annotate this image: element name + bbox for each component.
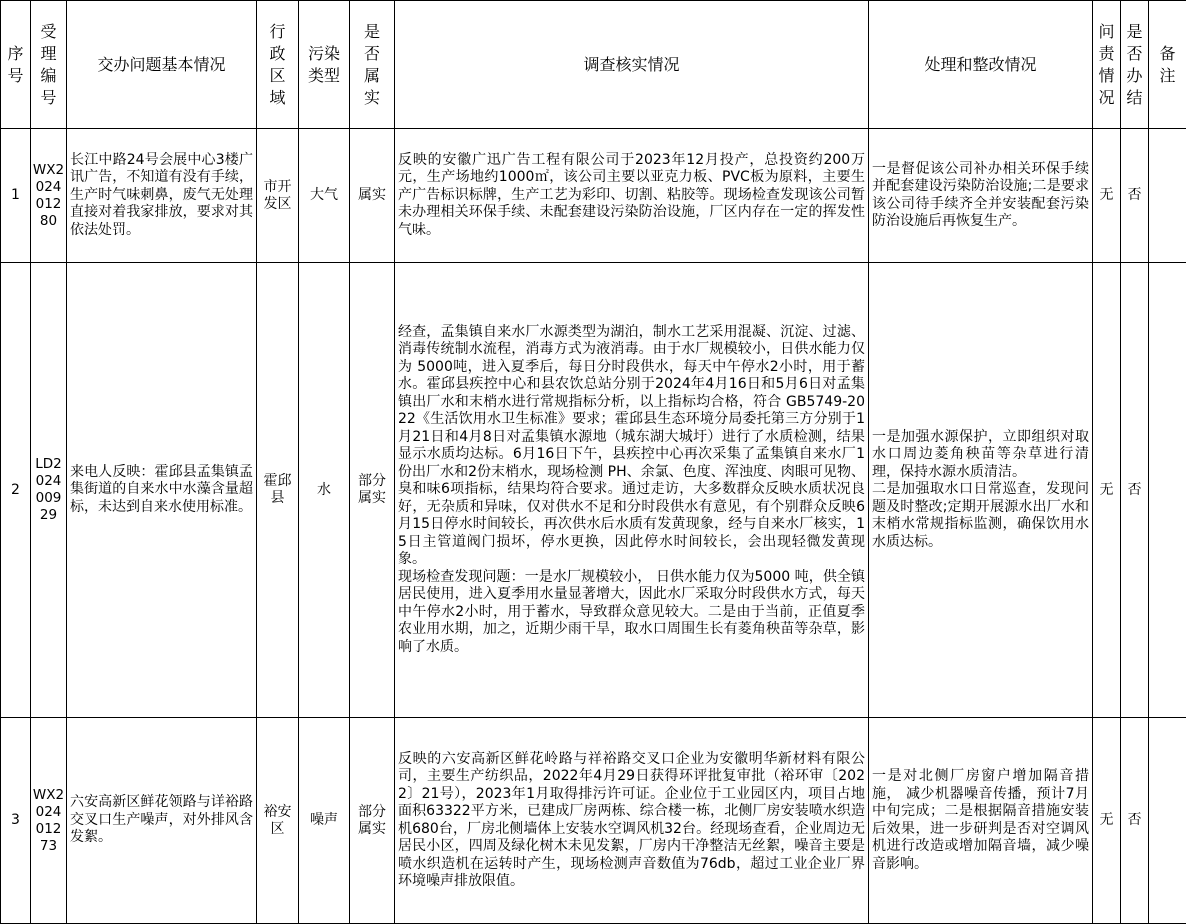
header-seq: 序号 bbox=[1, 1, 31, 129]
table-row bbox=[1, 129, 1186, 263]
cell-remark bbox=[1149, 263, 1186, 718]
cell-verified: 部分属实 bbox=[350, 263, 395, 718]
cell-pollution: 大气 bbox=[299, 129, 350, 263]
header-accountability: 问责情况 bbox=[1093, 1, 1121, 129]
header-closed: 是否办结 bbox=[1121, 1, 1149, 129]
cell-seq: 2 bbox=[1, 263, 31, 718]
cell-pollution: 噪声 bbox=[299, 718, 350, 924]
cell-district: 裕安区 bbox=[257, 718, 299, 924]
cell-accountability: 无 bbox=[1093, 263, 1121, 718]
cell-investigation: 反映的安徽广迅广告工程有限公司于2023年12月投产，总投资约200万元，生产场地约1000㎡，该公司主要以亚克力板、PVC板为原料，主要生产广告标识标牌，生产工艺为彩印、切割、粘胶等。现场检查发现该公司暂未办理相关环保手续、未配套建设污染防治设施，厂区内存在一定的挥发性气味。 bbox=[395, 129, 869, 263]
header-issue: 交办问题基本情况 bbox=[67, 1, 257, 129]
cell-issue: 来电人反映：霍邱县孟集镇孟集街道的自来水中水藻含量超标，未达到自来水使用标准。 bbox=[67, 263, 257, 718]
cell-investigation: 经查，孟集镇自来水厂水源类型为湖泊，制水工艺采用混凝、沉淀、过滤、消毒传统制水流程，消毒方式为液消毒。由于水厂规模较小，日供水能力仅为 5000吨，进入夏季后，每日分时段供水，每天中午停水2小时，用于蓄水。霍邱县疾控中心和县农饮总站分别于2024年4月16日和5月6日对孟集镇出厂水和末梢水进行常规指标分析，以上指标均合格，符合 GB5749-2022《生活饮用水卫生标准》要求；霍邱县生态环境分局委托第三方分别于1月21日和4月8日对孟集镇水源地（城东湖大城圩）进行了水质检测，结果显示水质均达标。6月16日下午，县疾控中心再次采集了孟集镇自来水厂1份出厂水和2份末梢水，现场检测 PH、余氯、色度、浑浊度、肉眼可见物、臭和味6项指标，结果均符合要求。通过走访，大多数群众反映水质状况良好，无杂质和异味，仅对供水不足和分时段供水有意见，有个别群众反映6月15日停水时间较长，再次供水后水质有发黄现象，经与自来水厂核实，15日主管道阀门损坏，停水更换，因此停水时间较长，会出现轻微发黄现象。 现场检查发现问题：一是水厂规模较小， 日供水能力仅为5000 吨，供全镇居民使用，进入夏季用水量显著增大，因此水厂采取分时段供水方式，每天中午停水2小时，用于蓄水，导致群众意见较大。二是由于当前，正值夏季农业用水期，加之，近期少雨干旱，取水口周围生长有菱角秧苗等杂草，影响了水质。 bbox=[395, 263, 869, 718]
header-remark: 备注 bbox=[1149, 1, 1186, 129]
cell-investigation: 反映的六安高新区鲜花岭路与祥裕路交叉口企业为安徽明华新材料有限公司，主要生产纺织品，2022年4月29日获得环评批复审批（裕环审〔2022〕21号），2023年1月取得排污许可证。企业位于工业园区内，项目占地面积63322平方米，已建成厂房两栋、综合楼一栋，北侧厂房安装喷水织造机680台，厂房北侧墙体上安装水空调风机32台。经现场查看，企业周边无居民小区，四周及绿化树木未见发絮，厂房内干净整洁无丝絮，噪音主要是喷水织造机在运转时产生，现场检测声音数值为76db，超过工业企业厂界环境噪声排放限值。 bbox=[395, 718, 869, 924]
header-handling: 处理和整改情况 bbox=[869, 1, 1093, 129]
cell-remark bbox=[1149, 718, 1186, 924]
cell-verified: 属实 bbox=[350, 129, 395, 263]
header-case-no: 受理编号 bbox=[31, 1, 67, 129]
header-pollution: 污染类型 bbox=[299, 1, 350, 129]
cell-remark bbox=[1149, 129, 1186, 263]
cell-accountability: 无 bbox=[1093, 718, 1121, 924]
cell-closed: 否 bbox=[1121, 129, 1149, 263]
cell-issue: 六安高新区鲜花领路与详裕路交叉口生产噪声，对外排风含发絮。 bbox=[67, 718, 257, 924]
cell-handling: 一是加强水源保护，立即组织对取水口周边菱角秧苗等杂草进行清理，保持水源水质清洁。 二是加强取水口日常巡查，发现问题及时整改;定期开展源水出厂水和末梢水常规指标监测，确保饮用水水质达标。 bbox=[869, 263, 1093, 718]
header-investigation: 调查核实情况 bbox=[395, 1, 869, 129]
cell-issue: 长江中路24号会展中心3楼广讯广告，不知道有没有手续，生产时气味刺鼻，废气无处理直接对着我家排放，要求对其依法处罚。 bbox=[67, 129, 257, 263]
cell-accountability: 无 bbox=[1093, 129, 1121, 263]
header-district: 行政区域 bbox=[257, 1, 299, 129]
cell-verified: 部分属实 bbox=[350, 718, 395, 924]
cell-seq: 3 bbox=[1, 718, 31, 924]
cell-case-no: WX2024012 80 bbox=[31, 129, 67, 263]
cell-closed: 否 bbox=[1121, 718, 1149, 924]
cell-case-no: WX2024012 73 bbox=[31, 718, 67, 924]
cell-pollution: 水 bbox=[299, 263, 350, 718]
cell-case-no: LD2024009 29 bbox=[31, 263, 67, 718]
cell-handling: 一是对北侧厂房窗户增加隔音措施， 减少机器噪音传播，预计7月中旬完成；二是根据隔音措施安装后效果，进一步研判是否对空调风机进行改造或增加隔音墙，减少噪音影响。 bbox=[869, 718, 1093, 924]
cell-district: 市开发区 bbox=[257, 129, 299, 263]
header-row bbox=[1, 1, 1186, 129]
cell-handling: 一是督促该公司补办相关环保手续并配套建设污染防治设施;二是要求该公司待手续齐全并安装配套污染防治设施后再恢复生产。 bbox=[869, 129, 1093, 263]
cell-seq: 1 bbox=[1, 129, 31, 263]
cell-closed: 否 bbox=[1121, 263, 1149, 718]
header-verified: 是否属实 bbox=[350, 1, 395, 129]
cell-district: 霍邱县 bbox=[257, 263, 299, 718]
table-row bbox=[1, 718, 1186, 924]
table-row bbox=[1, 263, 1186, 718]
